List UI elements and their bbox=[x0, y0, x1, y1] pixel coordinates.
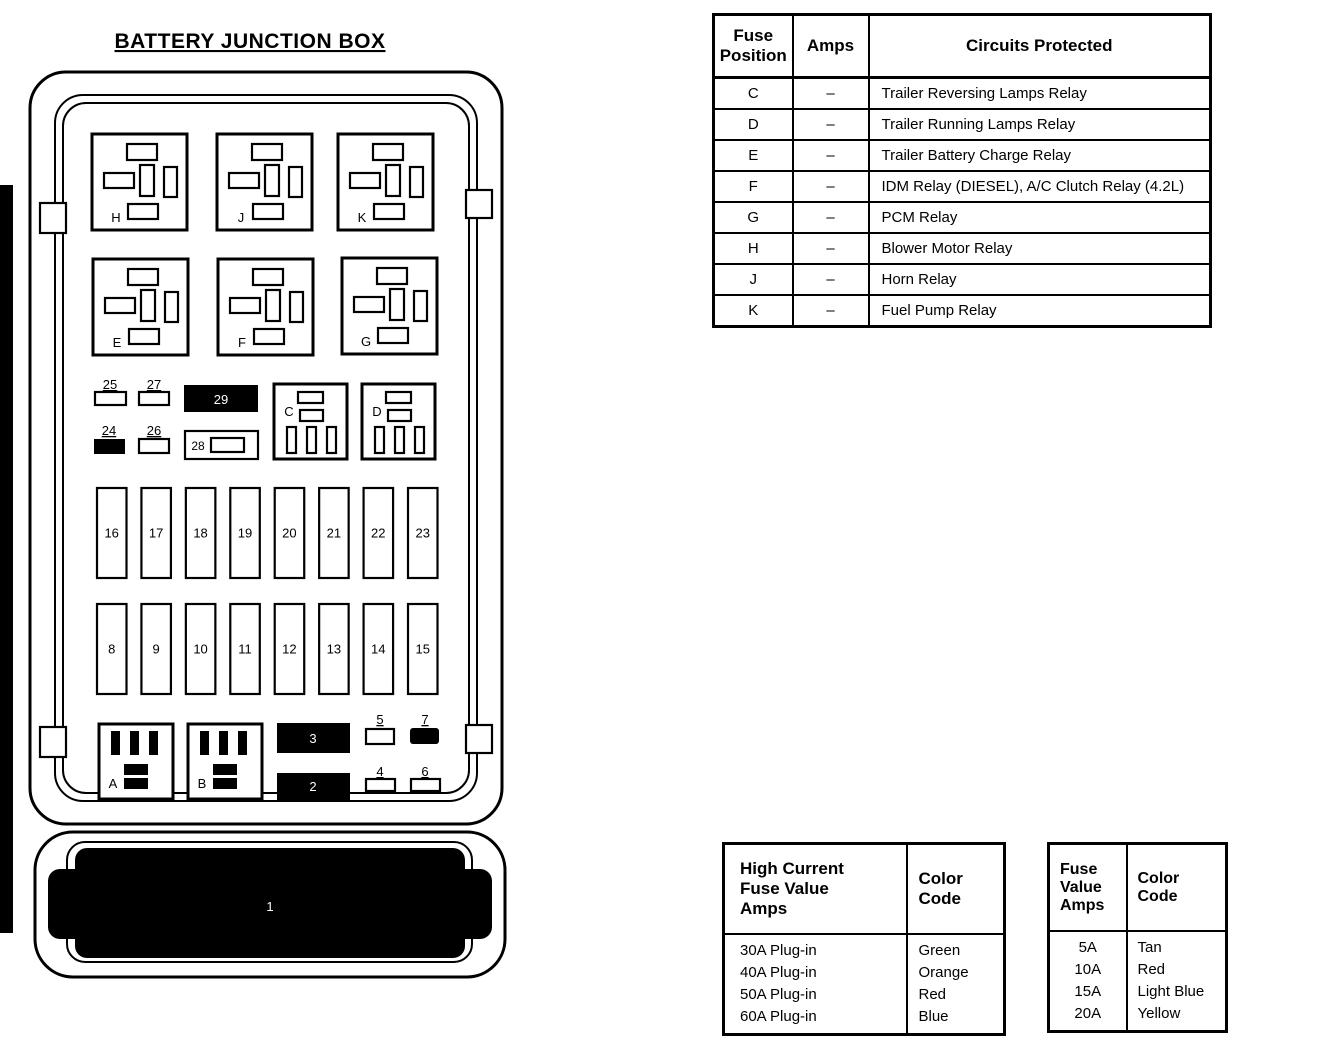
svg-text:11: 11 bbox=[238, 641, 252, 657]
fuse-21 bbox=[319, 488, 349, 578]
fuse-2 bbox=[277, 773, 350, 800]
color-codes-cell bbox=[907, 934, 1005, 1035]
color-code: Light Blue bbox=[1137, 983, 1205, 1000]
table-row bbox=[714, 109, 1211, 140]
fuse-value: 50A Plug-in bbox=[740, 986, 817, 1003]
svg-text:K: K bbox=[357, 210, 367, 225]
svg-text:7: 7 bbox=[421, 712, 429, 727]
fuse-amps: – bbox=[793, 109, 869, 140]
relay-E bbox=[93, 259, 188, 355]
fuse-value: 60A Plug-in bbox=[740, 1008, 817, 1025]
table-row bbox=[714, 171, 1211, 202]
fuse-amps: – bbox=[793, 264, 869, 295]
battery-junction-box-diagram bbox=[0, 0, 540, 1040]
header-fuse-value-amps: Fuse Value Amps bbox=[1049, 844, 1127, 932]
fuse-amps: – bbox=[793, 295, 869, 327]
svg-text:B: B bbox=[197, 776, 207, 791]
svg-text:18: 18 bbox=[193, 525, 208, 541]
relay-H bbox=[92, 134, 187, 230]
fuse-10 bbox=[186, 604, 216, 694]
svg-text:1: 1 bbox=[266, 899, 274, 914]
color-code: Green bbox=[918, 942, 961, 959]
table-row bbox=[714, 202, 1211, 233]
svg-text:10: 10 bbox=[193, 641, 208, 657]
fuse-circuit: Fuel Pump Relay bbox=[869, 295, 1211, 327]
color-code: Tan bbox=[1137, 939, 1162, 956]
header-circuits-protected: Circuits Protected bbox=[869, 15, 1211, 78]
fuse-values-cell bbox=[1049, 931, 1127, 1032]
main-block-1 bbox=[35, 832, 505, 977]
fuse-value: 40A Plug-in bbox=[740, 964, 817, 981]
fuse-circuit: Trailer Running Lamps Relay bbox=[869, 109, 1211, 140]
svg-text:21: 21 bbox=[326, 525, 342, 541]
fuse-8 bbox=[97, 604, 127, 694]
mount-tab-left-top bbox=[40, 203, 66, 233]
table-row bbox=[714, 78, 1211, 110]
fuse-values-cell bbox=[724, 934, 907, 1035]
relay-K bbox=[338, 134, 433, 230]
svg-text:C: C bbox=[284, 404, 294, 419]
fuse-position: K bbox=[714, 295, 793, 327]
fuse-11 bbox=[230, 604, 259, 694]
fuse-15 bbox=[408, 604, 438, 694]
fuse-amps: – bbox=[793, 78, 869, 110]
mount-tab-right-top bbox=[466, 190, 492, 218]
svg-text:28: 28 bbox=[191, 439, 205, 453]
svg-text:24: 24 bbox=[101, 423, 117, 438]
fuse-22 bbox=[364, 488, 394, 578]
svg-text:19: 19 bbox=[237, 525, 253, 541]
fuse-19 bbox=[230, 488, 259, 578]
fuse-position: J bbox=[714, 264, 793, 295]
svg-text:20: 20 bbox=[282, 525, 297, 541]
svg-text:16: 16 bbox=[104, 525, 119, 541]
color-code: Red bbox=[1137, 961, 1166, 978]
color-code: Yellow bbox=[1137, 1005, 1181, 1022]
fuse-28 bbox=[185, 431, 258, 459]
svg-text:D: D bbox=[372, 404, 382, 419]
fuse-17 bbox=[141, 488, 171, 578]
fuse-value: 20A bbox=[1074, 1005, 1102, 1022]
svg-text:5: 5 bbox=[376, 712, 384, 727]
scan-artifact-bar bbox=[0, 185, 13, 933]
connector-A bbox=[99, 724, 173, 799]
svg-text:17: 17 bbox=[148, 525, 164, 541]
svg-text:2: 2 bbox=[309, 779, 317, 794]
fuse-amps: – bbox=[793, 233, 869, 264]
svg-text:13: 13 bbox=[326, 641, 342, 657]
header-row bbox=[724, 844, 1005, 935]
relay-J bbox=[217, 134, 312, 230]
fuse-14 bbox=[364, 604, 394, 694]
fuse-16 bbox=[97, 488, 127, 578]
data-row bbox=[1049, 931, 1227, 1032]
relay-G bbox=[342, 258, 437, 354]
svg-text:22: 22 bbox=[371, 525, 386, 541]
svg-text:A: A bbox=[108, 776, 118, 791]
table-row bbox=[714, 264, 1211, 295]
svg-text:12: 12 bbox=[282, 641, 297, 657]
high-current-color-table bbox=[722, 842, 1006, 1036]
fuse-position: E bbox=[714, 140, 793, 171]
fuse-9 bbox=[141, 604, 171, 694]
fuse-circuit: PCM Relay bbox=[869, 202, 1211, 233]
svg-text:J: J bbox=[237, 210, 245, 225]
svg-text:H: H bbox=[111, 210, 121, 225]
svg-text:6: 6 bbox=[421, 764, 429, 779]
color-codes-cell bbox=[1127, 931, 1227, 1032]
fuse-value: 10A bbox=[1074, 961, 1102, 978]
data-row bbox=[724, 934, 1005, 1035]
connector-D bbox=[362, 384, 435, 459]
header-row bbox=[714, 15, 1211, 78]
svg-text:15: 15 bbox=[415, 641, 430, 657]
header-color-code: Color Code bbox=[1127, 844, 1227, 932]
fuse-18 bbox=[186, 488, 216, 578]
table-row bbox=[714, 140, 1211, 171]
svg-text:14: 14 bbox=[371, 641, 386, 657]
fuse-circuit: Trailer Reversing Lamps Relay bbox=[869, 78, 1211, 110]
svg-text:25: 25 bbox=[102, 377, 118, 392]
color-code: Orange bbox=[918, 964, 969, 981]
table-row bbox=[714, 295, 1211, 327]
svg-text:3: 3 bbox=[309, 731, 317, 746]
header-amps: Amps bbox=[793, 15, 869, 78]
fuse-29 bbox=[184, 385, 258, 412]
fuse-circuit: IDM Relay (DIESEL), A/C Clutch Relay (4.2L) bbox=[869, 171, 1211, 202]
mount-tab-right-bottom bbox=[466, 725, 492, 753]
fuse-value: 15A bbox=[1074, 983, 1102, 1000]
svg-text:E: E bbox=[112, 335, 122, 350]
fuse-circuit: Blower Motor Relay bbox=[869, 233, 1211, 264]
mount-tab-left-bottom bbox=[40, 727, 66, 757]
svg-text:8: 8 bbox=[108, 641, 116, 657]
fuse-amps: – bbox=[793, 202, 869, 233]
fuse-circuit: Horn Relay bbox=[869, 264, 1211, 295]
svg-text:9: 9 bbox=[152, 641, 160, 657]
svg-text:G: G bbox=[360, 334, 372, 349]
fuse-value-color-table bbox=[1047, 842, 1228, 1033]
svg-text:29: 29 bbox=[213, 392, 229, 407]
svg-text:27: 27 bbox=[146, 377, 162, 392]
fuse-value: 5A bbox=[1078, 939, 1097, 956]
fuse-circuit: Trailer Battery Charge Relay bbox=[869, 140, 1211, 171]
fuse-position: G bbox=[714, 202, 793, 233]
svg-text:F: F bbox=[238, 335, 246, 350]
fuse-13 bbox=[319, 604, 349, 694]
color-code: Blue bbox=[918, 1008, 949, 1025]
svg-text:26: 26 bbox=[146, 423, 162, 438]
fuse-20 bbox=[275, 488, 305, 578]
fuse-23 bbox=[408, 488, 438, 578]
fuse-position: F bbox=[714, 171, 793, 202]
color-code: Red bbox=[918, 986, 947, 1003]
diagram-title: BATTERY JUNCTION BOX bbox=[114, 30, 386, 53]
relay-F bbox=[218, 259, 313, 355]
connector-B bbox=[188, 724, 262, 799]
svg-text:23: 23 bbox=[415, 525, 430, 541]
fuse-amps: – bbox=[793, 171, 869, 202]
fuse-position: C bbox=[714, 78, 793, 110]
fuse-circuit-table bbox=[712, 13, 1212, 328]
svg-text:4: 4 bbox=[376, 764, 384, 779]
table-row bbox=[714, 233, 1211, 264]
header-row bbox=[1049, 844, 1227, 932]
fuse-position: H bbox=[714, 233, 793, 264]
header-high-current-fuse-value: High Current Fuse Value Amps bbox=[724, 844, 907, 935]
fuse-value: 30A Plug-in bbox=[740, 942, 817, 959]
fuse-position: D bbox=[714, 109, 793, 140]
fuse-3 bbox=[277, 723, 350, 753]
fuse-amps: – bbox=[793, 140, 869, 171]
header-fuse-position: Fuse Position bbox=[714, 15, 793, 78]
fuse-12 bbox=[275, 604, 305, 694]
connector-C bbox=[274, 384, 347, 459]
header-color-code: Color Code bbox=[907, 844, 1005, 935]
